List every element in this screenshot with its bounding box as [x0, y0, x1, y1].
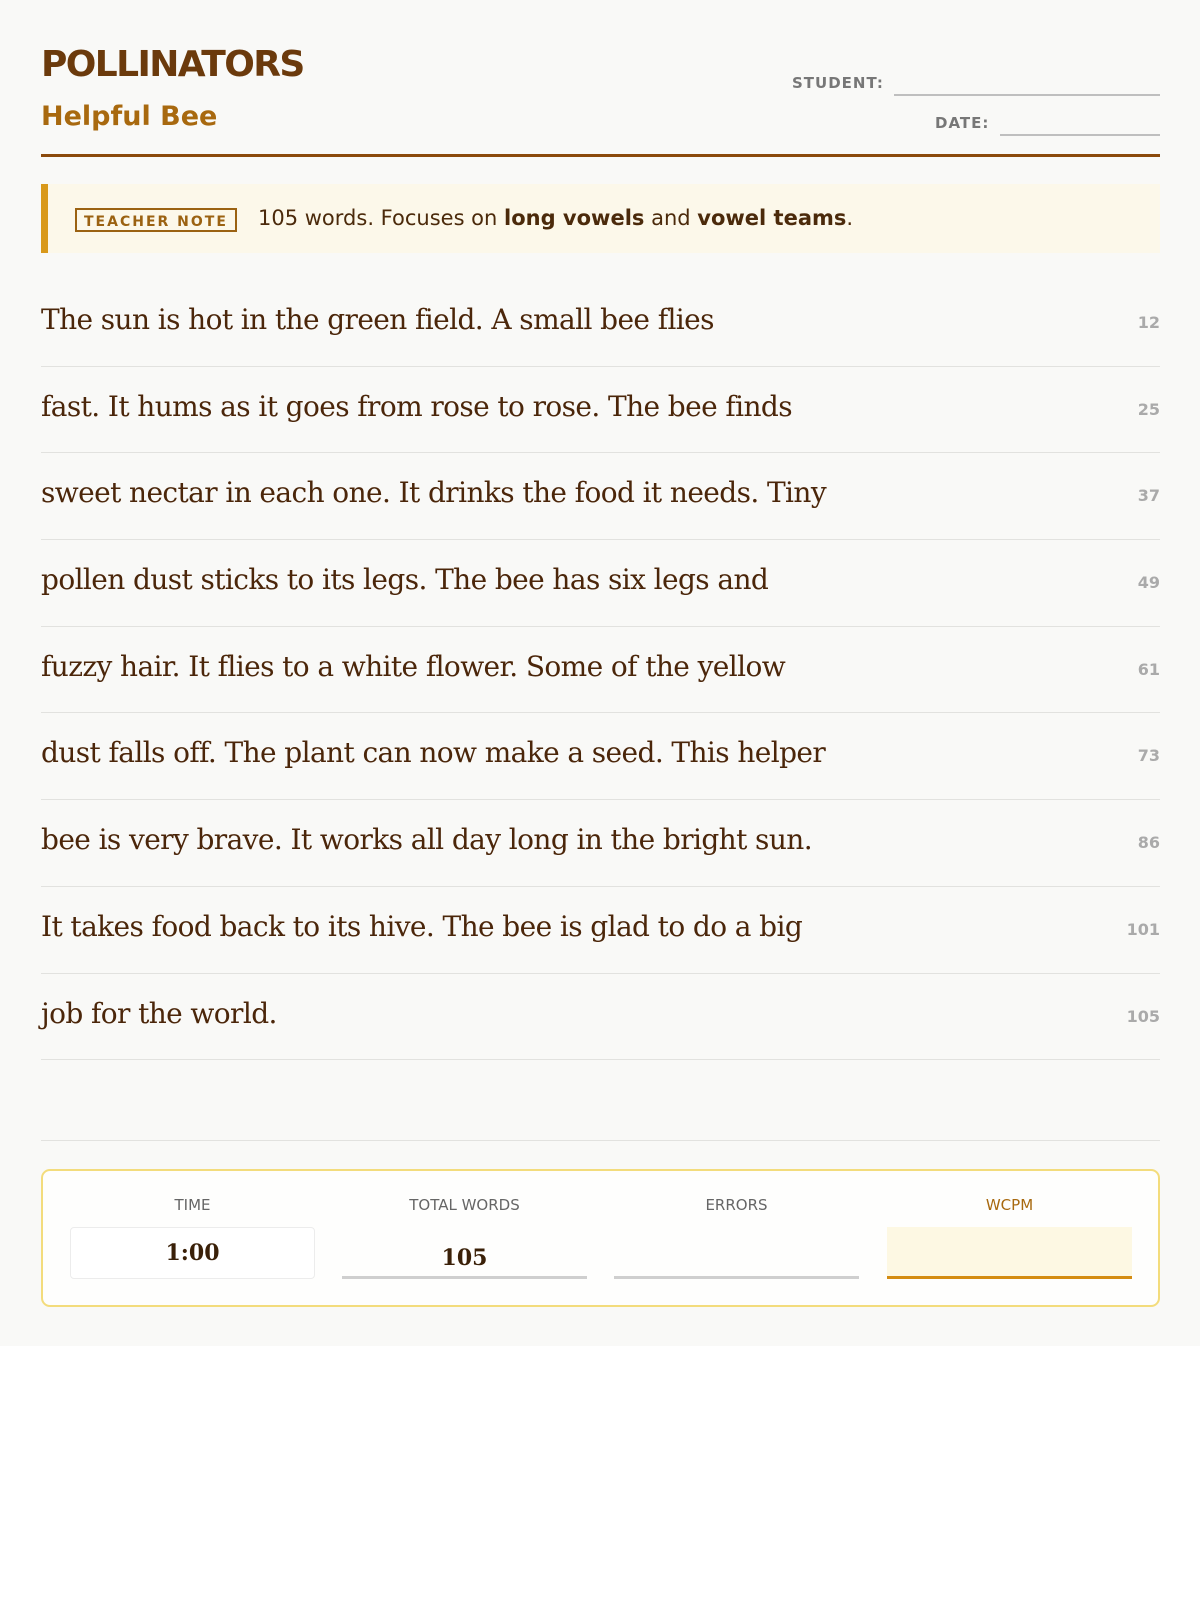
page-title: POLLINATORS [41, 44, 304, 85]
teacher-note-badge: TEACHER NOTE [75, 208, 237, 232]
reading-passage [41, 280, 1160, 1060]
passage-line [41, 713, 1160, 800]
passage-line-text: fuzzy hair. It flies to a white flower. Some of the yellow [41, 649, 786, 683]
passage-line [41, 627, 1160, 714]
passage-line-text: The sun is hot in the green field. A small bee flies [41, 303, 714, 336]
passage-line-text: bee is very brave. It works all day long in the bright sun. [41, 823, 812, 857]
cumulative-word-count: 61 [1137, 659, 1160, 679]
cumulative-word-count: 105 [1126, 1006, 1160, 1026]
passage-line [41, 800, 1160, 887]
passage-line [41, 280, 1160, 367]
total-words-field[interactable]: 105 [342, 1227, 587, 1279]
passage-line [41, 974, 1160, 1061]
cumulative-word-count: 101 [1126, 919, 1160, 939]
errors-label: ERRORS [705, 1196, 768, 1214]
teacher-note [41, 184, 1160, 253]
cumulative-word-count: 73 [1137, 746, 1160, 766]
total-words-label: TOTAL WORDS [409, 1196, 520, 1214]
total-words-column [342, 1171, 587, 1305]
passage-line-text: sweet nectar in each one. It drinks the food it needs. Tiny [41, 476, 827, 510]
wcpm-column [887, 1171, 1132, 1305]
date-field[interactable] [1000, 134, 1160, 136]
passage-line [41, 367, 1160, 454]
passage-line [41, 453, 1160, 540]
wcpm-label: WCPM [985, 1196, 1034, 1214]
passage-line-text: fast. It hums as it goes from rose to rose. The bee finds [41, 389, 792, 423]
passage-line-text: pollen dust sticks to its legs. The bee has six legs and [41, 563, 769, 597]
student-label: STUDENT: [792, 74, 884, 92]
passage-line-text: It takes food back to its hive. The bee is glad to do a big [41, 909, 803, 943]
passage-line-text: dust falls off. The plant can now make a seed. This helper [41, 736, 826, 770]
teacher-note-text: 105 words. Focuses on long vowels and vowel teams. [258, 206, 854, 230]
errors-column [614, 1171, 859, 1305]
time-field[interactable]: 1:00 [70, 1227, 315, 1279]
passage-line [41, 887, 1160, 974]
cumulative-word-count: 86 [1137, 833, 1160, 853]
cumulative-word-count: 49 [1137, 573, 1160, 593]
time-column [70, 1171, 315, 1305]
student-field[interactable] [894, 94, 1160, 96]
note-highlight-vowel-teams: vowel teams [697, 206, 847, 230]
cumulative-word-count: 12 [1137, 313, 1160, 332]
page-subtitle: Helpful Bee [41, 101, 218, 132]
footer-divider [41, 1140, 1160, 1141]
errors-field[interactable] [614, 1227, 859, 1279]
date-label: DATE: [935, 114, 990, 132]
cumulative-word-count: 25 [1137, 399, 1160, 419]
time-label: TIME [174, 1196, 211, 1214]
cumulative-word-count: 37 [1137, 486, 1160, 506]
score-panel [41, 1169, 1160, 1307]
passage-line [41, 540, 1160, 627]
wcpm-field[interactable] [887, 1227, 1132, 1279]
passage-line-text: job for the world. [41, 996, 277, 1030]
note-highlight-long-vowels: long vowels [504, 206, 645, 230]
header-divider [41, 154, 1160, 157]
